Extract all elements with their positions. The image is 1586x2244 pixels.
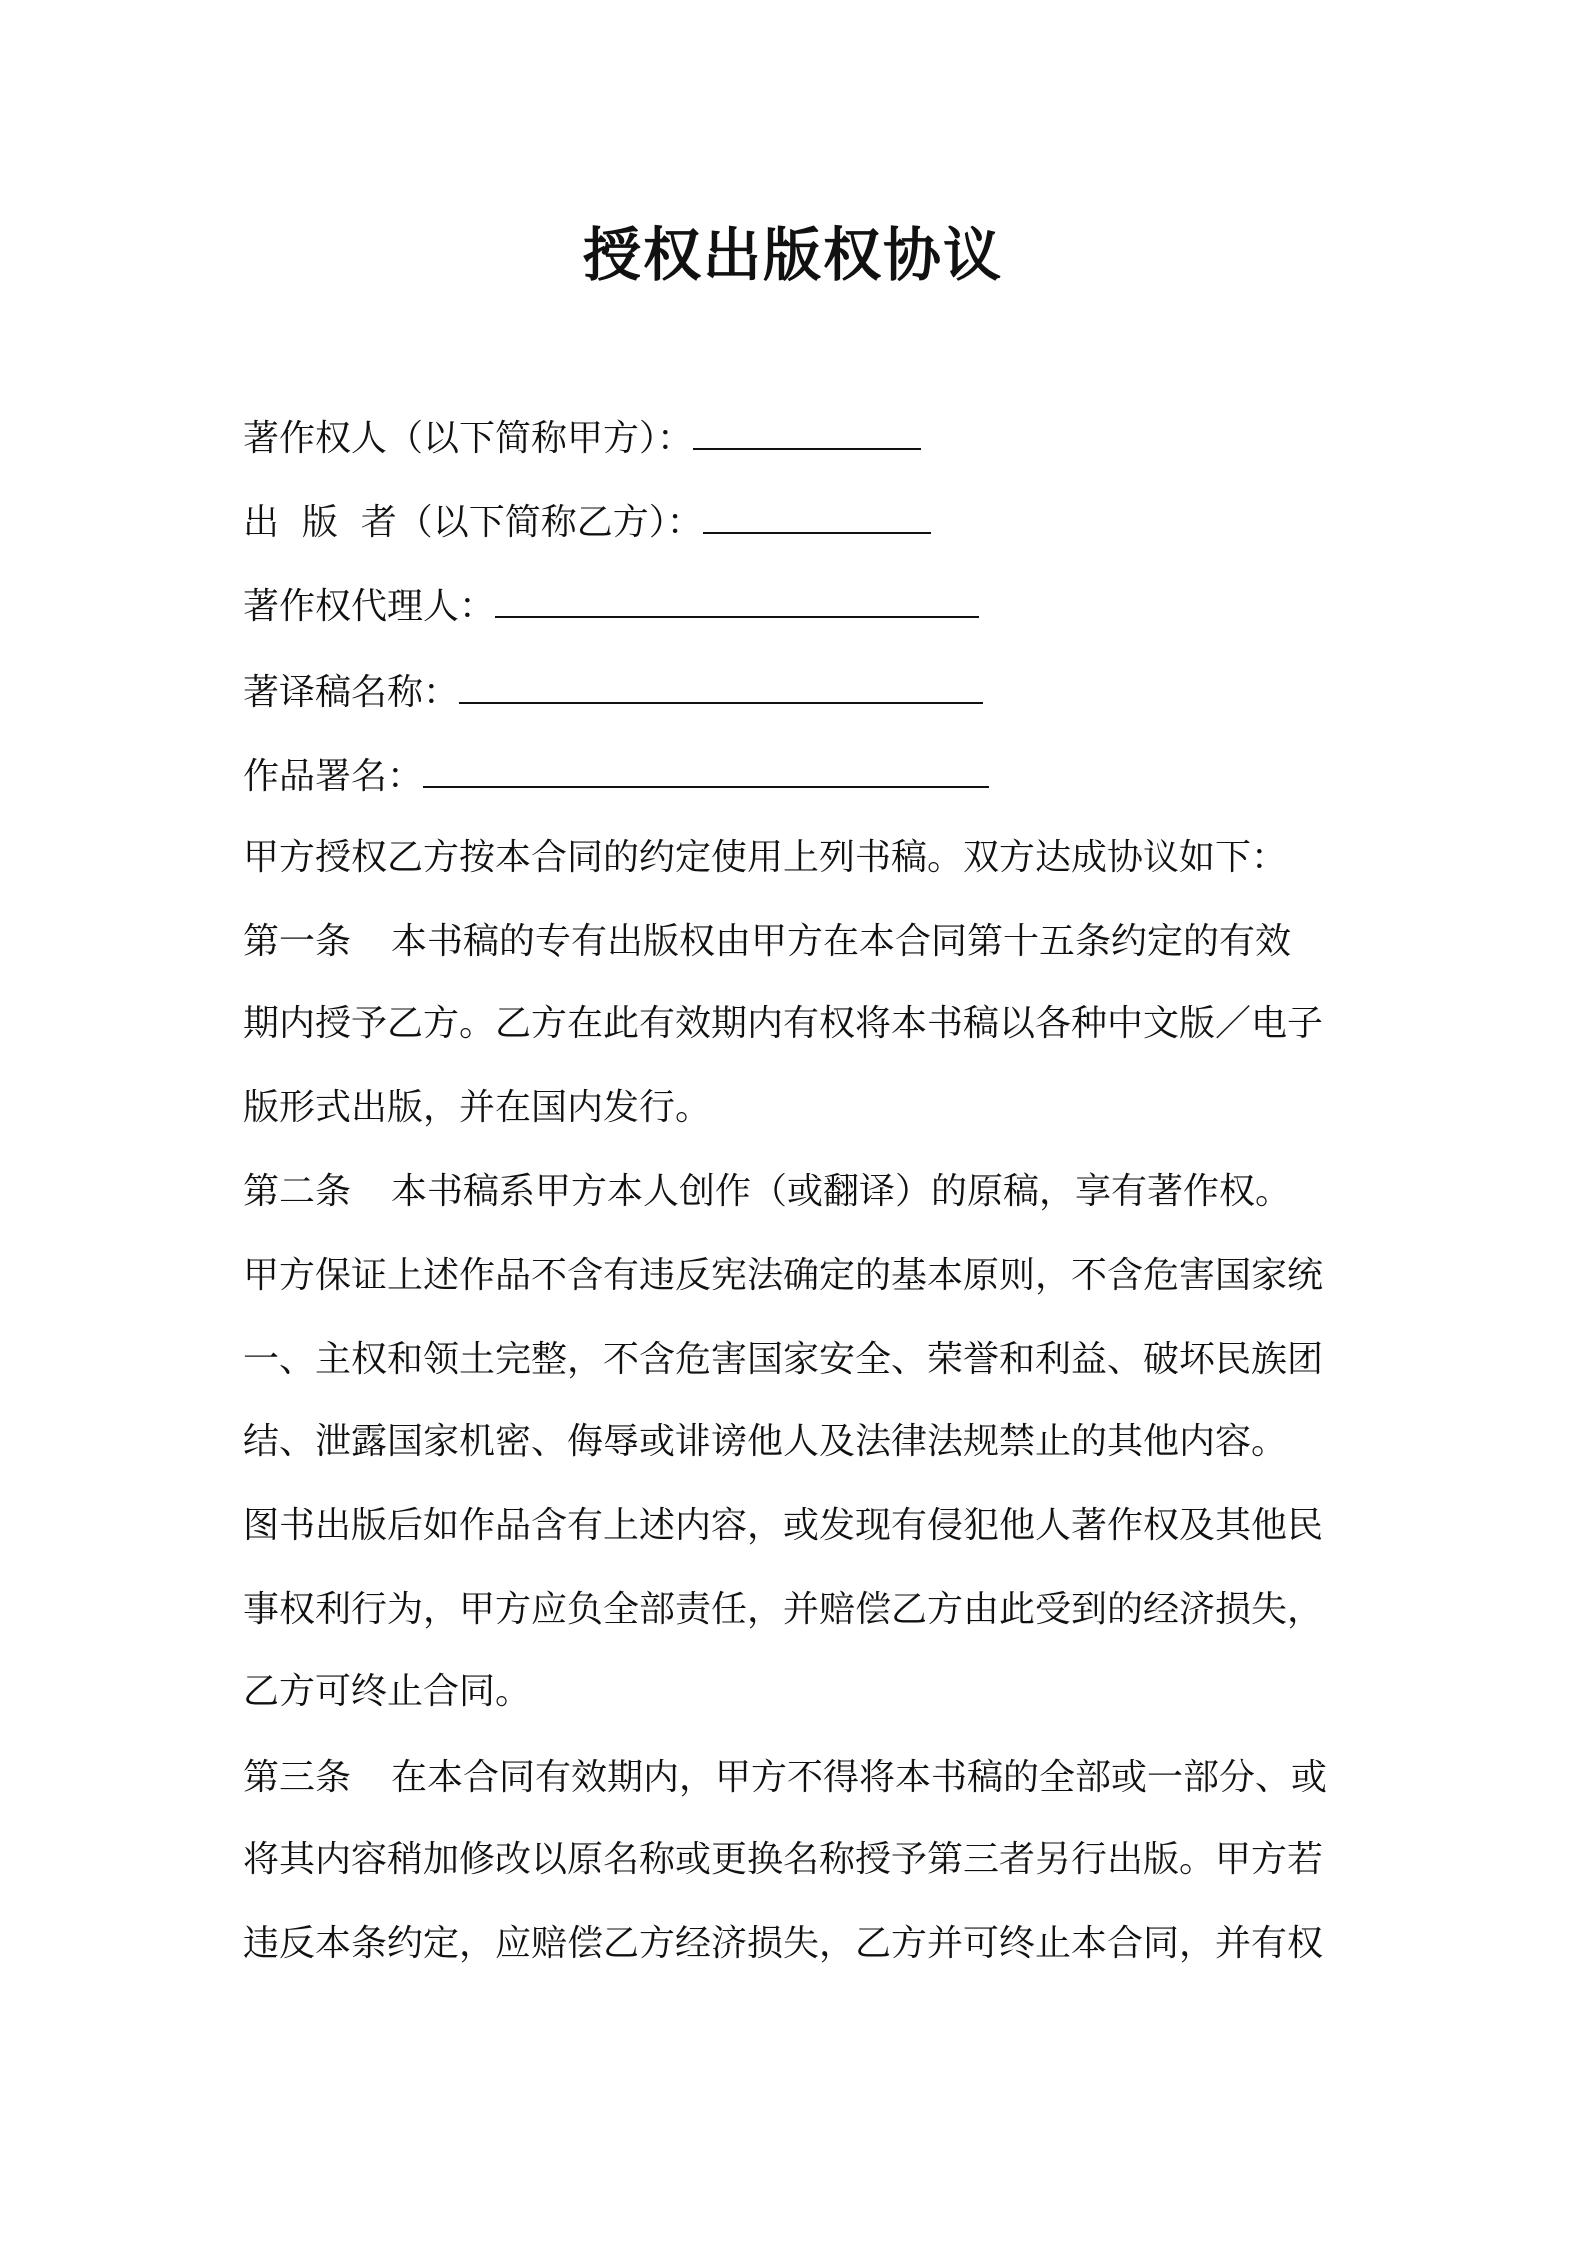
fill-blank[interactable] [423, 752, 989, 788]
field-label: 著译稿名称： [243, 672, 460, 713]
article-heading: 第一条 [243, 921, 352, 962]
fill-blank[interactable] [495, 582, 979, 618]
article-line: 一、主权和领土完整，不含危害国家安全、荣誉和利益、破坏民族团 [243, 1339, 1324, 1380]
field-label: 出 版 者（以下简称乙方）： [243, 502, 703, 543]
article-line: 结、泄露国家机密、侮辱或诽谤他人及法律法规禁止的其他内容。 [243, 1421, 1288, 1462]
article-line: 版形式出版，并在国内发行。 [243, 1087, 712, 1128]
article-line [243, 918, 1353, 966]
article-line: 事权利行为，甲方应负全部责任，并赔偿乙方由此受到的经济损失， [243, 1589, 1324, 1630]
field-label: 作品署名： [243, 756, 424, 797]
article-heading: 第三条 [243, 1757, 352, 1798]
article-text: 本书稿的专有出版权由甲方在本合同第十五条约定的有效 [391, 921, 1292, 962]
article-line: 将其内容稍加修改以原名称或更换名称授予第三者另行出版。甲方若 [243, 1839, 1324, 1880]
article-heading: 第二条 [243, 1171, 352, 1212]
article-line: 违反本条约定，应赔偿乙方经济损失，乙方并可终止本合同，并有权 [243, 1923, 1324, 1964]
article-line: 甲方保证上述作品不含有违反宪法确定的基本原则，不含危害国家统 [243, 1255, 1324, 1296]
article-text: 在本合同有效期内，甲方不得将本书稿的全部或一部分、或 [391, 1757, 1328, 1798]
field-manuscript-name [243, 668, 1353, 717]
fill-blank[interactable] [693, 414, 921, 450]
article-line [243, 1754, 1353, 1802]
article-line: 图书出版后如作品含有上述内容，或发现有侵犯他人著作权及其他民 [243, 1505, 1324, 1546]
document-title: 授权出版权协议 [582, 221, 1003, 289]
fill-blank[interactable] [703, 498, 931, 534]
field-agent [243, 582, 1353, 631]
field-publisher [243, 498, 1353, 547]
article-line: 期内授予乙方。乙方在此有效期内有权将本书稿以各种中文版／电子 [243, 1003, 1324, 1044]
intro-paragraph: 甲方授权乙方按本合同的约定使用上列书稿。双方达成协议如下： [243, 837, 1288, 878]
article-line: 乙方可终止合同。 [243, 1671, 532, 1712]
field-copyright-owner [243, 414, 1353, 463]
fill-blank[interactable] [459, 668, 983, 704]
field-author-signature [243, 752, 1353, 801]
article-text: 本书稿系甲方本人创作（或翻译）的原稿，享有著作权。 [391, 1171, 1292, 1212]
field-label: 著作权人（以下简称甲方）： [243, 418, 694, 459]
article-line [243, 1168, 1353, 1216]
field-label: 著作权代理人： [243, 586, 496, 627]
